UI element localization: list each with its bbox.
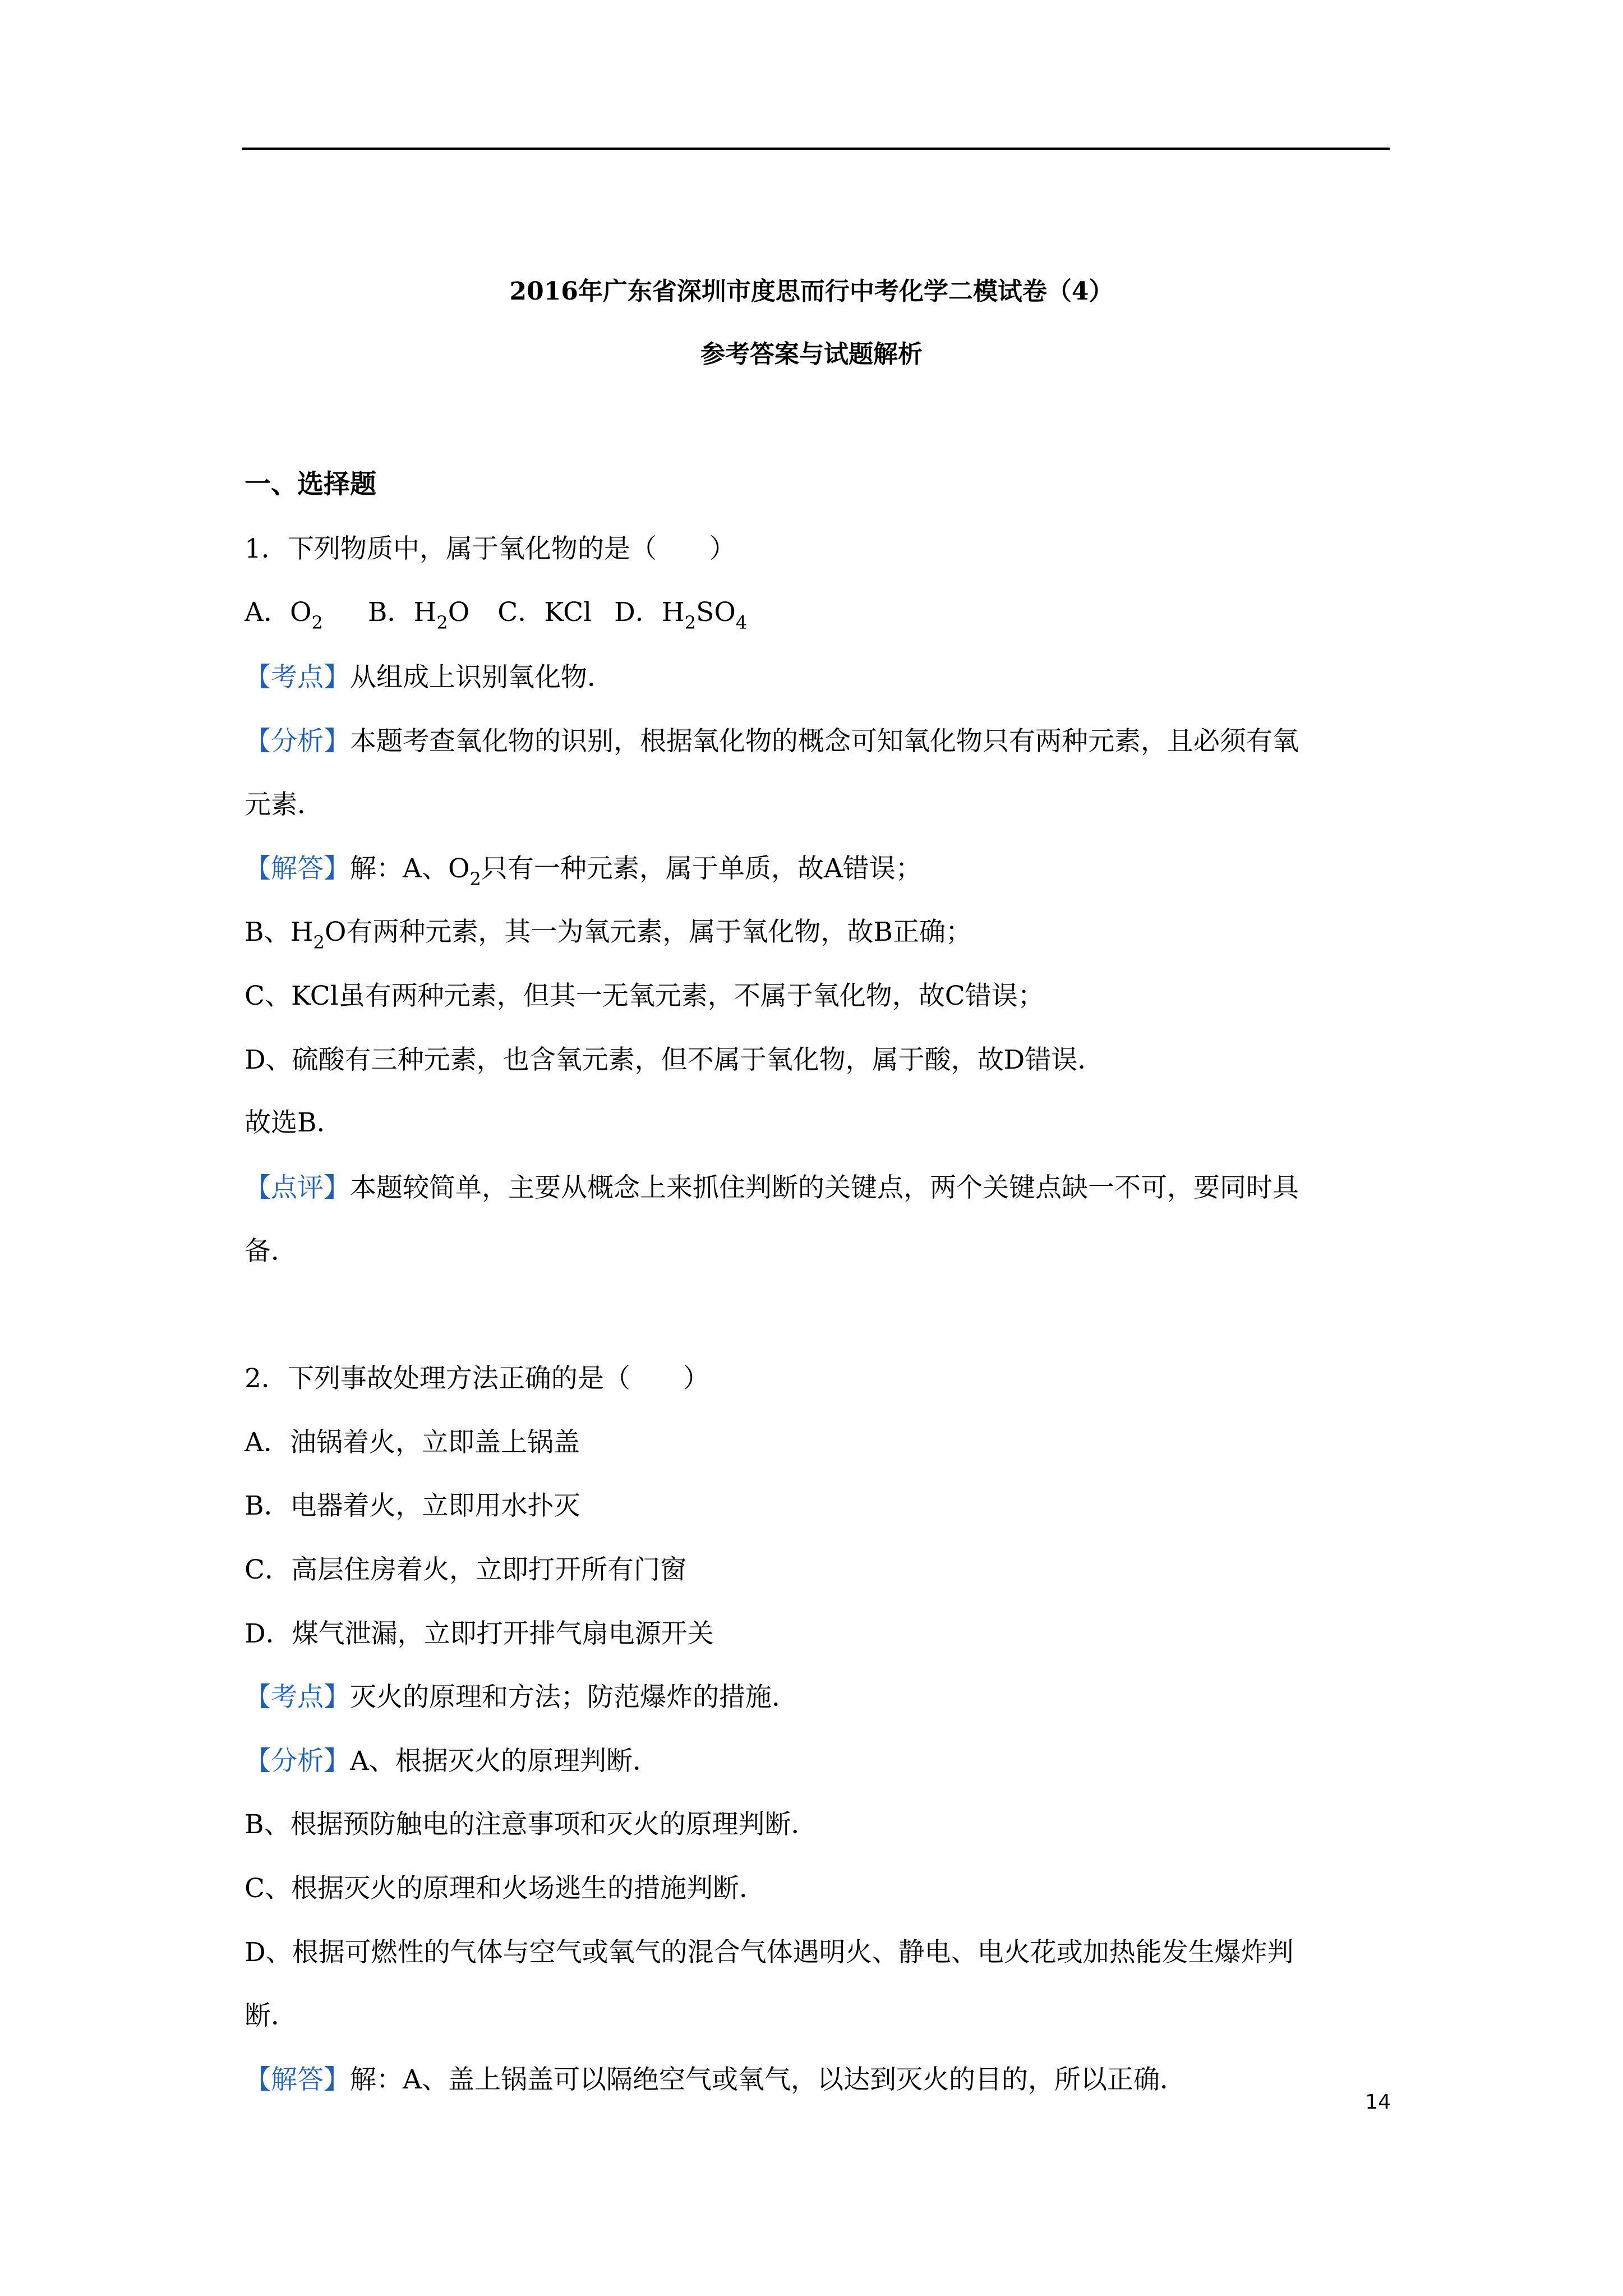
- q1-jieda-c: C、KCl虽有两种元素，但其一无氧元素，不属于氧化物，故C错误；: [245, 981, 1044, 1011]
- q1-kaodian: 【考点】从组成上识别氧化物．: [245, 662, 614, 693]
- q1-stem: 1．下列物质中，属于氧化物的是（ ）: [245, 533, 736, 564]
- q1-answer: 故选B．: [245, 1107, 343, 1138]
- q2-option-c: C．高层住房着火，立即打开所有门窗: [245, 1554, 686, 1585]
- q2-fenxi-d: D、根据可燃性的气体与空气或氧气的混合气体遇明火、静电、电火花或加热能发生爆炸判: [245, 1937, 1294, 1968]
- q1-option-d: D．$H_2SO_4$: [614, 597, 748, 633]
- q1-option-c: C．KCl: [497, 597, 592, 628]
- q2-stem: 2．下列事故处理方法正确的是（ ）: [245, 1363, 709, 1394]
- q1-jieda-d: D、硫酸有三种元素，也含氧元素，但不属于氧化物，属于酸，故D错误．: [245, 1045, 1104, 1075]
- q1-jieda: 【解答】解：A、$O_2$只有一种元素，属于单质，故A错误；: [245, 853, 922, 890]
- q2-fenxi-c: C、根据灭火的原理和火场逃生的措施判断．: [245, 1873, 766, 1904]
- q1-option-b: B．$H_2O$: [367, 597, 470, 633]
- header-rule: [242, 148, 1390, 150]
- q1-fenxi: 【分析】本题考查氧化物的识别，根据氧化物的概念可知氧化物只有两种元素，且必须有氧: [245, 726, 1299, 757]
- jieda-label: 【解答】: [245, 2064, 350, 2095]
- q2-option-d: D．煤气泄漏，立即打开排气扇电源开关: [245, 1618, 714, 1649]
- section-heading: 一、选择题: [245, 469, 376, 500]
- q2-fenxi-b: B、根据预防触电的注意事项和灭火的原理判断．: [245, 1809, 818, 1840]
- page-subtitle: 参考答案与试题解析: [700, 340, 923, 369]
- kaodian-label: 【考点】: [245, 662, 350, 693]
- q2-fenxi: 【分析】A、根据灭火的原理判断．: [245, 1746, 659, 1777]
- page-title: 2016年广东省深圳市度思而行中考化学二模试卷（4）: [509, 277, 1114, 306]
- q2-jieda: 【解答】解：A、盖上锅盖可以隔绝空气或氧气，以达到灭火的目的，所以正确．: [245, 2064, 1186, 2095]
- q1-fenxi-cont: 元素．: [245, 789, 324, 820]
- q1-dianping-cont: 备．: [245, 1236, 297, 1267]
- fenxi-label: 【分析】: [245, 1746, 350, 1777]
- q2-option-a: A．油锅着火，立即盖上锅盖: [245, 1427, 580, 1458]
- jieda-label: 【解答】: [245, 853, 350, 884]
- dianping-label: 【点评】: [245, 1172, 350, 1203]
- page-number: 14: [1365, 2091, 1391, 2114]
- fenxi-label: 【分析】: [245, 726, 350, 757]
- q1-jieda-b: B、$H_2O$有两种元素，其一为氧元素，属于氧化物，故B正确；: [245, 917, 972, 953]
- q1-dianping: 【点评】本题较简单，主要从概念上来抓住判断的关键点，两个关键点缺一不可，要同时具: [245, 1172, 1299, 1203]
- q1-option-a: A．$O_2$: [245, 597, 323, 633]
- kaodian-label: 【考点】: [245, 1682, 350, 1713]
- q2-option-b: B．电器着火，立即用水扑灭: [245, 1490, 580, 1521]
- q2-fenxi-d-cont: 断．: [245, 2000, 297, 2031]
- q2-kaodian: 【考点】灭火的原理和方法；防范爆炸的措施．: [245, 1682, 798, 1713]
- q1-options: [245, 595, 1389, 633]
